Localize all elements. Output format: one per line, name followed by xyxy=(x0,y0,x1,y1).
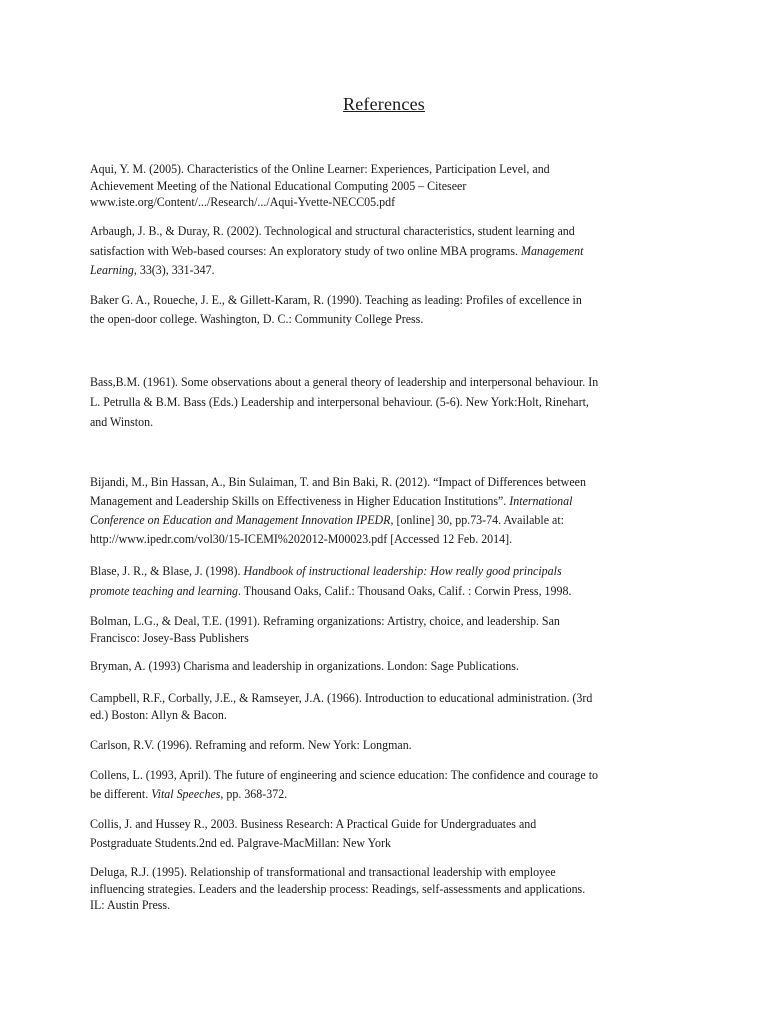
reference-url-line: http://www.ipedr.com/vol30/15-ICEMI%202012-M00023.pdf [Accessed 12 Feb. 2014]. xyxy=(90,531,513,546)
reference-line: Aqui, Y. M. (2005). Characteristics of the Online Learner: Experiences, Participation Level, and xyxy=(90,161,550,176)
reference-italic-text: Vital Speeches xyxy=(151,786,221,801)
reference-line: Bolman, L.G., & Deal, T.E. (1991). Reframing organizations: Artistry, choice, and leadership. San xyxy=(90,613,560,628)
reference-entry xyxy=(90,290,690,328)
reference-line: L. Petrulla & B.M. Bass (Eds.) Leadership and interpersonal behaviour. (5-6). New York:Holt, Rinehart, xyxy=(90,394,589,409)
reference-entry xyxy=(90,372,690,432)
reference-entry xyxy=(90,221,690,280)
reference-text: , pp. 368-372. xyxy=(220,786,288,801)
reference-line xyxy=(90,510,690,529)
reference-line: Collens, L. (1993, April). The future of engineering and science education: The confidence and courage to xyxy=(90,767,599,782)
reference-text: be different. xyxy=(90,786,152,801)
reference-text: , [online] 30, pp.73-74. Available at: xyxy=(390,512,564,527)
reference-line: Campbell, R.F., Corbally, J.E., & Ramseyer, J.A. (1966). Introduction to educational administration. (3rd xyxy=(90,690,593,705)
page-title: References xyxy=(343,94,425,114)
reference-line xyxy=(90,561,690,581)
reference-text: satisfaction with Web-based courses: An exploratory study of two online MBA programs. xyxy=(90,242,521,258)
reference-line: Bass,B.M. (1961). Some observations about a general theory of leadership and interpersonal behaviour. In xyxy=(90,374,599,389)
reference-line: influencing strategies. Leaders and the leadership process: Readings, self-assessments and applications. xyxy=(90,880,586,896)
reference-entry xyxy=(90,736,690,753)
reference-line: Carlson, R.V. (1996). Reframing and reform. New York: Longman. xyxy=(90,737,412,752)
reference-line: Baker G. A., Roueche, J. E., & Gillett-Karam, R. (1990). Teaching as leading: Profiles of excellence in xyxy=(90,292,582,307)
reference-entry xyxy=(90,472,690,548)
reference-entry xyxy=(90,689,690,723)
reference-line: www.iste.org/Content/.../Research/.../Aqui-Yvette-NECC05.pdf xyxy=(90,194,396,209)
reference-line xyxy=(90,241,690,261)
reference-italic-text: Learning xyxy=(90,262,134,277)
reference-italic-text: Conference on Education and Management Innovation IPEDR xyxy=(90,512,391,527)
reference-line: the open-door college. Washington, D. C.: Community College Press. xyxy=(90,311,424,326)
reference-entry xyxy=(90,814,690,852)
reference-italic-text: International xyxy=(509,493,573,508)
reference-line: Deluga, R.J. (1995). Relationship of transformational and transactional leadership with employee xyxy=(90,864,556,879)
reference-line: Collis, J. and Hussey R., 2003. Business Research: A Practical Guide for Undergraduates and xyxy=(90,816,537,831)
reference-entry xyxy=(90,161,690,211)
reference-italic-text: Handbook of instructional leadership: How really good principals xyxy=(243,563,562,578)
reference-entry xyxy=(90,561,690,601)
reference-text: Blase, J. R., & Blase, J. (1998). xyxy=(90,563,244,578)
reference-line xyxy=(90,784,690,803)
reference-entry xyxy=(90,765,690,803)
reference-text: Management and Leadership Skills on Effectiveness in Higher Education Institutions”. xyxy=(90,493,510,508)
reference-line: Arbaugh, J. B., & Duray, R. (2002). Technological and structural characteristics, student learning and xyxy=(90,223,575,238)
reference-line: and Winston. xyxy=(90,414,154,429)
reference-text: , 33(3), 331-347. xyxy=(133,262,215,277)
reference-line: Bryman, A. (1993) Charisma and leadership in organizations. London: Sage Publications. xyxy=(90,658,519,673)
reference-line xyxy=(90,491,690,510)
reference-line: Francisco: Josey-Bass Publishers xyxy=(90,630,249,645)
reference-entry xyxy=(90,657,690,674)
reference-line: ed.) Boston: Allyn & Bacon. xyxy=(90,707,227,722)
reference-entry xyxy=(90,612,690,646)
reference-line: Achievement Meeting of the National Educational Computing 2005 – Citeseer xyxy=(90,177,467,193)
reference-entry xyxy=(90,864,690,914)
reference-line xyxy=(90,260,690,280)
reference-line xyxy=(90,581,690,601)
reference-italic-text: Management xyxy=(520,242,584,258)
reference-line: Bijandi, M., Bin Hassan, A., Bin Sulaiman, T. and Bin Baki, R. (2012). “Impact of Differences between xyxy=(90,474,586,489)
reference-line: IL: Austin Press. xyxy=(90,897,171,912)
reference-line: Postgraduate Students.2nd ed. Palgrave-MacMillan: New York xyxy=(90,835,391,850)
reference-text: . Thousand Oaks, Calif.: Thousand Oaks, Calif. : Corwin Press, 1998. xyxy=(238,583,572,598)
reference-italic-text: promote teaching and learning xyxy=(90,583,239,598)
